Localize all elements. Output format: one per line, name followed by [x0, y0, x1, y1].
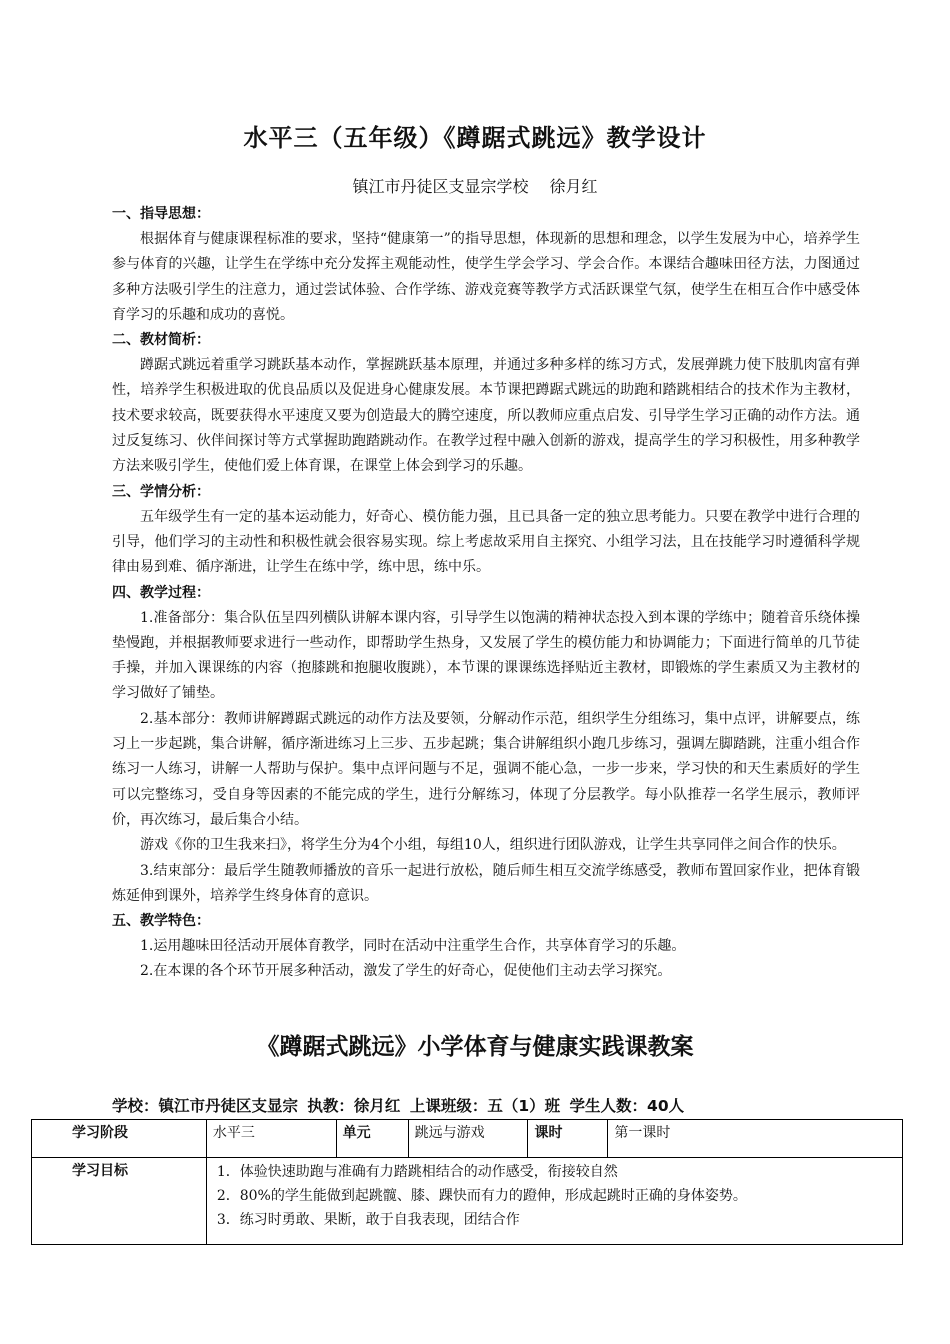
- section-heading: 四、教学过程：: [112, 584, 210, 601]
- paragraph: 2.基本部分：教师讲解蹲踞式跳远的动作方法及要领，分解动作示范，组织学生分组练习，集中点评，讲解要点，练习上一步起跳，集合讲解，循序渐进练习上三步、五步起跳；集合讲解组织小跑几步练习，强调左脚踏跳，注重小组合作练习一人练习，讲解一人帮助与保护。集中点评问题与不足，强调不能心急，一步一步来，学习快的和天生素质好的学生可以完整练习，受自身等因素的不能完成的学生，进行分解练习，体现了分层教学。每小队推荐一名学生展示，教师评价，再次练习，最后集合小结。: [112, 710, 860, 828]
- section-heading: 一、指导思想：: [112, 206, 210, 222]
- table-cell: 学习目标: [32, 1158, 207, 1245]
- paragraph: 蹲踞式跳远着重学习跳跃基本动作，掌握跳跃基本原理，并通过多种多样的练习方式，发展弹跳力使下肢肌肉富有弹性，培养学生积极进取的优良品质以及促进身心健康发展。本节课把蹲踞式跳远的助跑和踏跳相结合的技术作为主教材，技术要求较高，既要获得水平速度又要为创造最大的腾空速度，所以教师应重点启发、引导学生学习正确的动作方法。通过反复练习、伙伴间探讨等方式掌握助跑踏跳动作。在教学过程中融入创新的游戏，提高学生的学习积极性，用多种教学方法来吸引学生，使他们爱上体育课，在课堂上体会到学习的乐趣。: [112, 357, 860, 475]
- author-line: [0, 174, 950, 197]
- lesson-plan-table: [31, 1119, 903, 1245]
- info-school: 学校：镇江市丹徒区支显宗: [112, 1097, 299, 1115]
- table-cell: 单元: [336, 1120, 408, 1158]
- lesson-plan-title: 《蹲踞式跳远》小学体育与健康实践课教案: [256, 1034, 694, 1060]
- paragraph: 五年级学生有一定的基本运动能力，好奇心、模仿能力强，且已具备一定的独立思考能力。只要在教学中进行合理的引导，他们学习的主动性和积极性就会很容易实现。综上考虑故采用自主探究、小组学习法，且在技能学习时遵循科学规律由易到难、循序渐进，让学生在练中学，练中思，练中乐。: [112, 508, 860, 576]
- table-cell: 第一课时: [608, 1120, 903, 1158]
- section-heading: 三、学情分析：: [112, 483, 210, 500]
- document-body: [112, 202, 860, 985]
- learning-goals-cell: [206, 1158, 902, 1245]
- info-class: 上课班级：五（1）班: [409, 1097, 561, 1115]
- paragraph: 根据体育与健康课程标准的要求，坚持“健康第一”的指导思想，体现新的思想和理念，以学生发展为中心，培养学生参与体育的兴趣，让学生在学练中充分发挥主观能动性，使学生学会学习、学会合作。本课结合趣味田径方法，力图通过多种方法吸引学生的注意力，通过尝试体验、合作学练、游戏竞赛等教学方式活跃课堂气氛，使学生在相互合作中感受体育学习的乐趣和成功的喜悦。: [112, 231, 860, 323]
- author-school: 镇江市丹徒区支显宗学校: [352, 177, 529, 196]
- paragraph: 2.在本课的各个环节开展多种活动，激发了学生的好奇心，促使他们主动去学习探究。: [140, 963, 672, 980]
- table-cell: 跳远与游戏: [408, 1120, 528, 1158]
- goal-item: 2．80%的学生能做到起跳髋、膝、踝快而有力的蹬伸，形成起跳时正确的身体姿势。: [216, 1188, 747, 1204]
- paragraph: 游戏《你的卫生我来扫》，将学生分为4个小组，每组10人，组织进行团队游戏，让学生共享同伴之间合作的快乐。: [140, 837, 846, 854]
- paragraph: 1.运用趣味田径活动开展体育教学，同时在活动中注重学生合作，共享体育学习的乐趣。: [140, 938, 686, 955]
- paragraph: 1.准备部分：集合队伍呈四列横队讲解本课内容，引导学生以饱满的精神状态投入到本课的学练中；随着音乐绕体操垫慢跑，并根据教师要求进行一些动作，即帮助学生热身，又发展了学生的模仿能力和协调能力；下面进行简单的几节徒手操，并加入课课练的内容（抱膝跳和抱腿收腹跳），本节课的课课练选择贴近主教材，即锻炼的学生素质又为主教材的学习做好了铺垫。: [112, 609, 860, 702]
- table-cell: 学习阶段: [32, 1120, 207, 1158]
- table-row: [32, 1158, 903, 1245]
- goal-item: 1．体验快速助跑与准确有力踏跳相结合的动作感受，衔接较自然: [216, 1164, 618, 1180]
- goal-item: 3．练习时勇敢、果断，敢于自我表现，团结合作: [216, 1212, 520, 1228]
- document-title: 水平三（五年级）《蹲踞式跳远》教学设计: [243, 124, 707, 152]
- info-teacher: 执教：徐月红: [307, 1097, 401, 1115]
- section-heading: 二、教材简析：: [112, 332, 210, 349]
- table-cell: 水平三: [206, 1120, 336, 1158]
- table-cell: 课时: [528, 1120, 608, 1158]
- paragraph: 3.结束部分：最后学生随教师播放的音乐一起进行放松，随后师生相互交流学练感受，教师布置回家作业，把体育锻炼延伸到课外，培养学生终身体育的意识。: [112, 862, 860, 904]
- lesson-info-line: [112, 1094, 872, 1116]
- author-name: 徐月红: [549, 177, 598, 196]
- table-row: [32, 1120, 903, 1158]
- section-heading: 五、教学特色：: [112, 913, 210, 930]
- info-students: 学生人数：40人: [569, 1097, 685, 1115]
